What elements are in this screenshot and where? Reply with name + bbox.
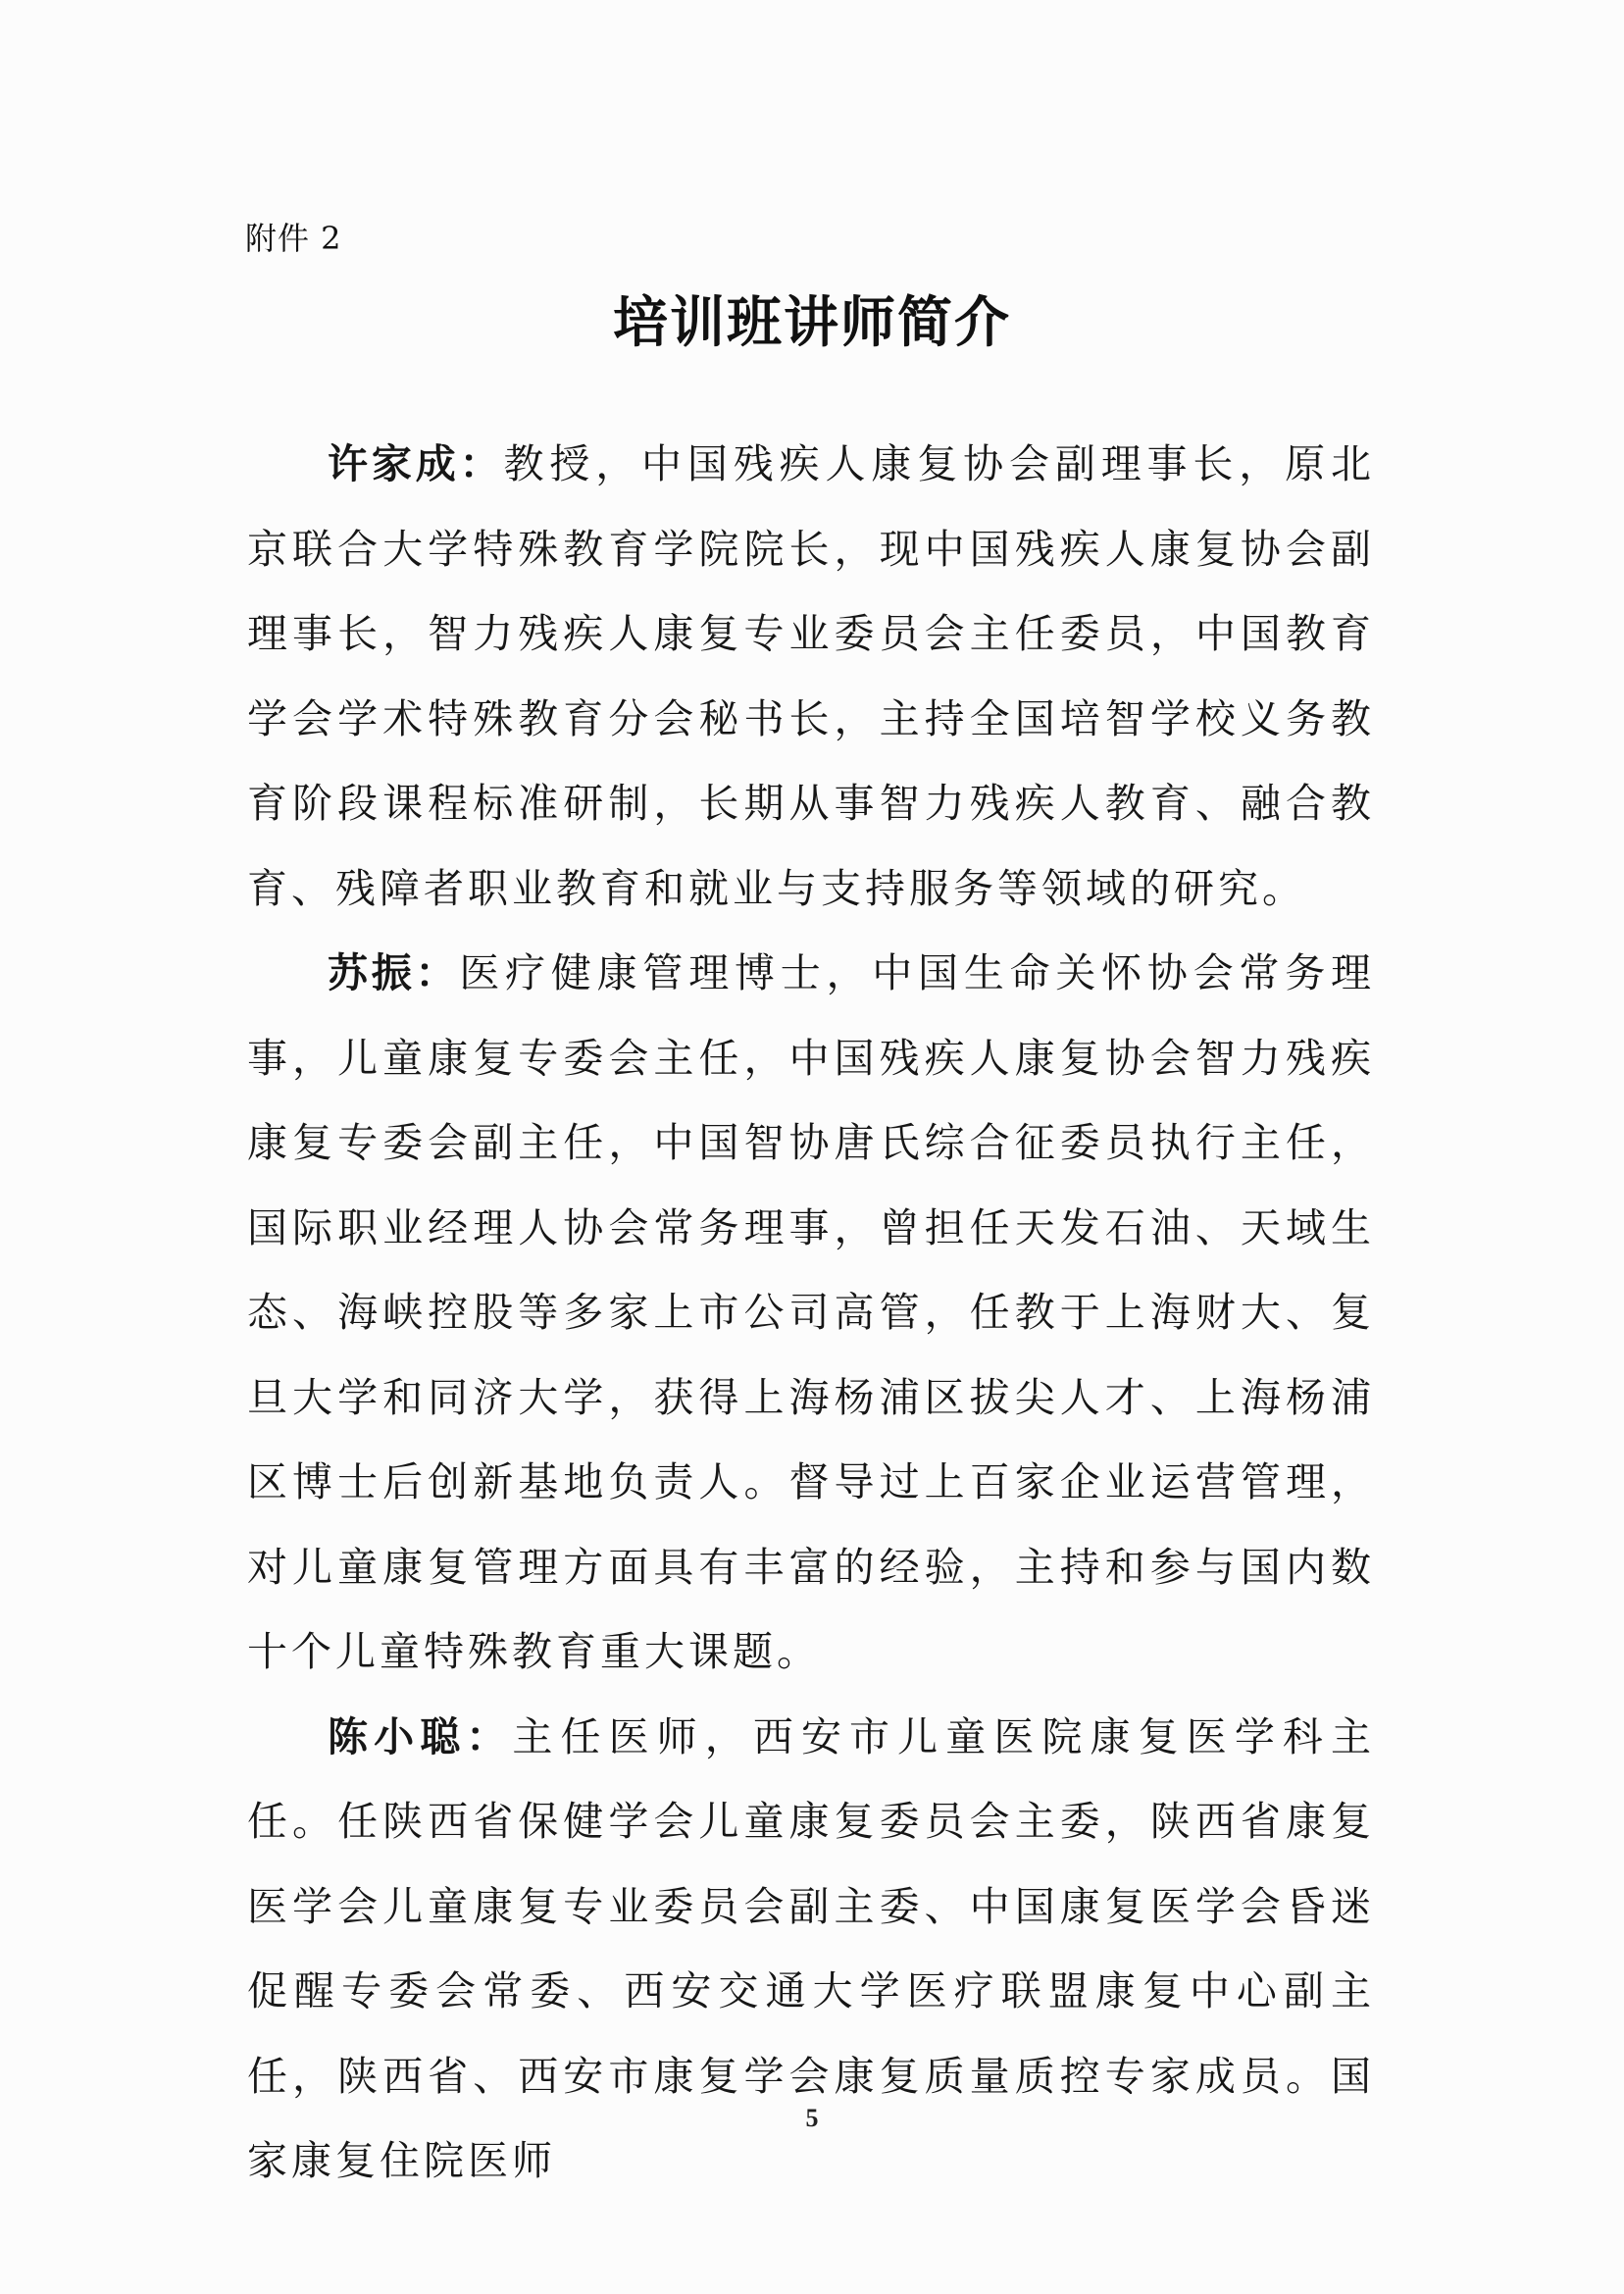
document-body <box>247 422 1375 2204</box>
lecturer-name: 许家成： <box>328 440 504 487</box>
lecturer-paragraph <box>247 931 1375 1695</box>
page-number: 5 <box>805 2104 819 2132</box>
lecturer-name: 陈小聪： <box>328 1712 513 1760</box>
attachment-label: 附件 2 <box>245 220 342 257</box>
lecturer-bio: 医疗健康管理博士，中国生命关怀协会常务理事，儿童康复专委会主任，中国残疾人康复协会智力残疾康复专委会副主任，中国智协唐氏综合征委员执行主任，国际职业经理人协会常务理事，曾担任天发石油、天域生态、海峡控股等多家上市公司高管，任教于上海财大、复旦大学和同济大学，获得上海杨浦区拔尖人才、上海杨浦区博士后创新基地负责人。督导过上百家企业运营管理，对儿童康复管理方面具有丰富的经验，主持和参与国内数十个儿童特殊教育重大课题。 <box>247 949 1376 1675</box>
lecturer-paragraph <box>247 422 1375 931</box>
document-title: 培训班讲师简介 <box>613 290 1011 355</box>
lecturer-bio: 主任医师，西安市儿童医院康复医学科主任。任陕西省保健学会儿童康复委员会主委，陕西省康复医学会儿童康复专业委员会副主委、中国康复医学会昏迷促醒专委会常委、西安交通大学医疗联盟康复中心副主任，陕西省、西安市康复学会康复质量质控专家成员。国家康复住院医师 <box>247 1712 1376 2184</box>
lecturer-bio: 教授，中国残疾人康复协会副理事长，原北京联合大学特殊教育学院院长，现中国残疾人康复协会副理事长，智力残疾人康复专业委员会主任委员，中国教育学会学术特殊教育分会秘书长，主持全国培智学校义务教育阶段课程标准研制，长期从事智力残疾人教育、融合教育、残障者职业教育和就业与支持服务等领域的研究。 <box>247 440 1376 912</box>
lecturer-name: 苏振： <box>328 949 460 996</box>
